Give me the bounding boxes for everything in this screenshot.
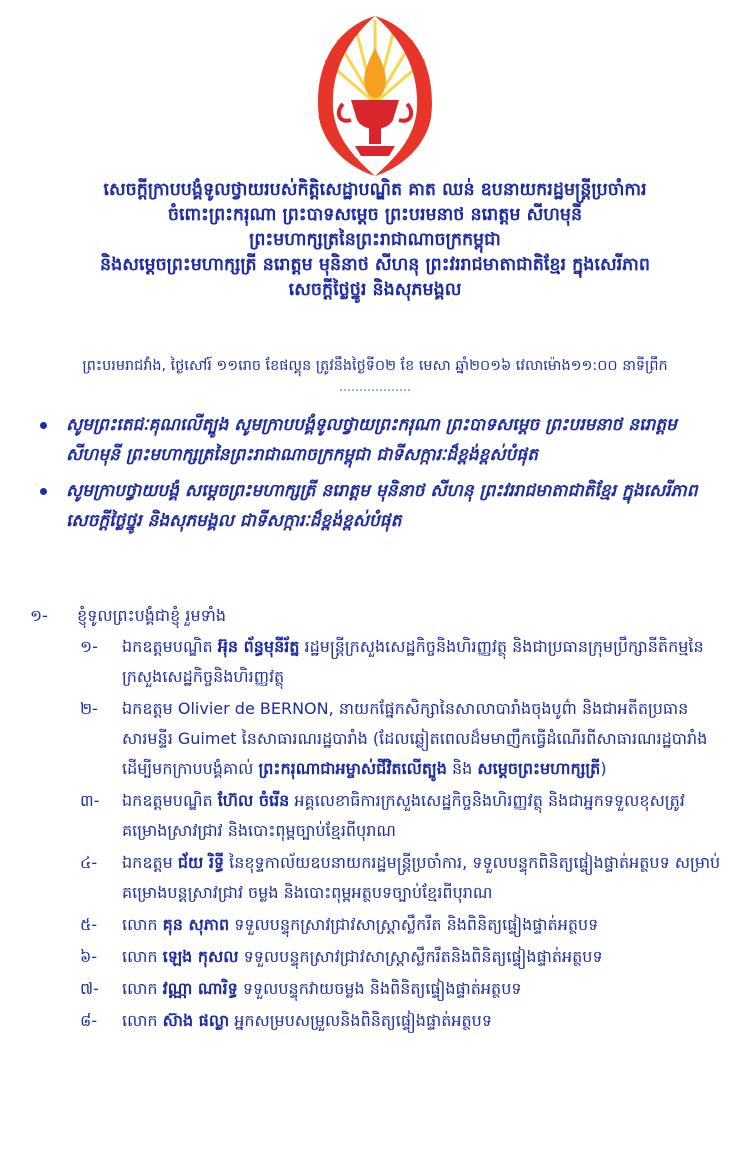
list-item [80, 1006, 730, 1036]
item-description: ទទួលបន្ទុកស្រាវជ្រាវសាស្ត្រាស្លឹករឹតនិងពិនិត្យផ្ទៀងផ្ទាត់អត្ថបទ [238, 947, 603, 966]
item-prefix: លោក [122, 979, 163, 998]
section-text: ខ្ញុំទូលព្រះបង្គំជាខ្ញុំ រួមទាំង [77, 606, 227, 625]
person-name: ហ៊ែល ចំរើន [217, 791, 290, 810]
list-item [80, 632, 730, 692]
item-conjunction: និង [446, 759, 478, 778]
greeting-text: សូមព្រះតេជៈគុណលើត្បូង សូមក្រាបបង្គំទូលថ្វាយព្រះករុណា ព្រះបាទសម្តេច ព្រះបរមនាថ នរោត្តម សីហមុនី ព្រះមហាក្សត្រនៃព្រះរាជាណាចក្រកម្ពុជា ជាទីសក្ការៈដ៏ខ្ពង់ខ្ពស់បំផុត [66, 415, 677, 465]
greeting-text: សូមក្រាបថ្វាយបង្គំ សម្តេចព្រះមហាក្សត្រី នរោត្តម មុនិនាថ សីហនុ ព្រះវររាជមាតាជាតិខ្មែរ ក្នុងសេរីភាព សេចក្តីថ្លៃថ្នូរ និងសុភមង្គល ជាទីសក្ការៈដ៏ខ្ពង់ខ្ពស់បំផុត [66, 481, 698, 531]
item-number: ៨- [80, 1011, 98, 1030]
item-prefix: ឯកឧត្តមបណ្ឌិត [122, 637, 218, 656]
list-item [80, 942, 730, 972]
item-number: ៦- [80, 947, 98, 966]
person-name: វណ្ណា ណារិទ្ធ [162, 979, 238, 998]
item-number: ៥- [80, 915, 98, 934]
person-name: គុន សុភាព [162, 915, 230, 934]
bullet-icon [40, 488, 47, 495]
title-line: សេចក្តីថ្លៃថ្នូរ និងសុភមង្គល [288, 280, 462, 300]
title-line: ចំពោះព្រះករុណា ព្រះបាទសម្តេច ព្រះបរមនាថ នរោត្តម សីហមុនី [167, 205, 583, 225]
document-title [0, 178, 750, 303]
greeting-item [30, 476, 730, 536]
list-item [80, 786, 730, 846]
bullet-icon [40, 422, 47, 429]
section-number: ១- [30, 606, 48, 625]
person-name: ឡេង កុសល [162, 947, 239, 966]
greeting-list [30, 410, 730, 542]
greeting-item [30, 410, 730, 470]
item-prefix: ឯកឧត្តមបណ្ឌិត [122, 791, 218, 810]
item-prefix: លោក [122, 1011, 163, 1030]
list-item [80, 910, 730, 940]
item-description: អគ្គលេខាធិការក្រសួងសេដ្ឋកិច្ចនិងហិរញ្ញវត្ថុ និងជាអ្នកទទួលខុសត្រូវគម្រោងស្រាវជ្រាវ និងបោះពុម្ពច្បាប់ខ្មែរពីបុរាណ [122, 791, 685, 840]
list-item [80, 694, 730, 784]
item-prefix: ឯកឧត្តម [122, 699, 178, 718]
title-line: សេចក្តីក្រាបបង្គំទូលថ្វាយរបស់កិត្តិសេដ្ឋាបណ្ឌិត គាត ឈន់ ឧបនាយករដ្ឋមន្ត្រីប្រចាំការ [103, 180, 647, 200]
item-description: ទទួលបន្ទុកស្រាវជ្រាវសាស្ត្រាស្លឹករឹត និងពិនិត្យផ្ទៀងផ្ទាត់អត្ថបទ [229, 915, 599, 934]
item-number: ១- [80, 637, 98, 656]
title-line: និងសម្តេចព្រះមហាក្សត្រី នរោត្តម មុនិនាថ សីហនុ ព្រះវររាជមាតាជាតិខ្មែរ ក្នុងសេរីភាព [100, 255, 650, 275]
item-description: រដ្ឋមន្ត្រីក្រសួងសេដ្ឋកិច្ចនិងហិរញ្ញវត្ថុ និងជាប្រធានក្រុមប្រឹក្សានីតិកម្មនៃក្រសួងសេដ្ឋកិច្ចនិងហិរញ្ញវត្ថុ [122, 637, 704, 686]
item-prefix: លោក [122, 947, 163, 966]
item-description: អ្នកសម្របសម្រួលនិងពិនិត្យផ្ទៀងផ្ទាត់អត្ថបទ [229, 1011, 492, 1030]
item-description: , នាយកផ្នែកសិក្សានៃសាលាបារាំងចុងបូព៌ា និងជាអតីតប្រធានសារមន្ទីរ Guimet នៃសាធារណរដ្ឋបារាំង (ដែលឆ្លៀតពេលដ៏មមាញឹកធ្វើដំណើរពីសាធារណរដ្ឋបារាំង ដើម្បីមកក្រាបបង្គំគាល់ [122, 699, 708, 778]
person-name: ស៊ាង ផល្លា [162, 1011, 230, 1030]
divider [340, 389, 410, 391]
item-prefix: លោក [122, 915, 163, 934]
emblem-stem [369, 128, 381, 144]
item-number: ២- [80, 699, 98, 718]
participant-list [80, 632, 730, 1038]
item-number: ៣- [80, 791, 100, 810]
emblem-bowl [351, 100, 399, 129]
date-line: ព្រះបរមរាជវាំង, ថ្ងៃសៅរ៍ ១១រោច ខែផល្គុន ត្រូវនឹងថ្ងៃទី០២ ខែ មេសា ឆ្នាំ២០១៦ វេលាម៉ោង១១:០០ នាទីព្រឹក [82, 358, 668, 374]
title-line: ព្រះមហាក្សត្រនៃព្រះរាជាណាចក្រកម្ពុជា [249, 230, 501, 250]
person-name: អ៊ុន ព័ន្ធមុនីរ័ត្ន [217, 637, 300, 656]
royal-emblem-icon [295, 8, 455, 184]
emblem-base [355, 146, 395, 156]
item-prefix: ឯកឧត្តម [122, 853, 178, 872]
section-heading [30, 602, 730, 630]
person-name: ជ័យ រិទ្ធី [177, 853, 225, 872]
item-close: ) [600, 759, 607, 778]
emblem-flame [364, 48, 386, 98]
list-item [80, 974, 730, 1004]
item-number: ៤- [80, 853, 98, 872]
item-description: នៃខុទ្ទកាល័យឧបនាយករដ្ឋមន្ត្រីប្រចាំការ, ទទួលបន្ទុកពិនិត្យផ្ទៀងផ្ទាត់អត្ថបទ សម្រាប់គម្រោងបន្តស្រាវជ្រាវ ចម្លង និងបោះពុម្ពអត្ថបទច្បាប់ខ្មែរពីបុរាណ [122, 853, 721, 902]
section-1 [30, 602, 730, 630]
item-number: ៧- [80, 979, 99, 998]
person-name: Olivier de BERNON [177, 699, 329, 718]
royal-title: ព្រះករុណាជាអម្ចាស់ជីវិតលើត្បូង [258, 759, 447, 778]
list-item [80, 848, 730, 908]
royal-title: សម្តេចព្រះមហាក្សត្រី [477, 759, 601, 778]
item-description: ទទួលបន្ទុកវាយចម្លង និងពិនិត្យផ្ទៀងផ្ទាត់អត្ថបទ [237, 979, 522, 998]
